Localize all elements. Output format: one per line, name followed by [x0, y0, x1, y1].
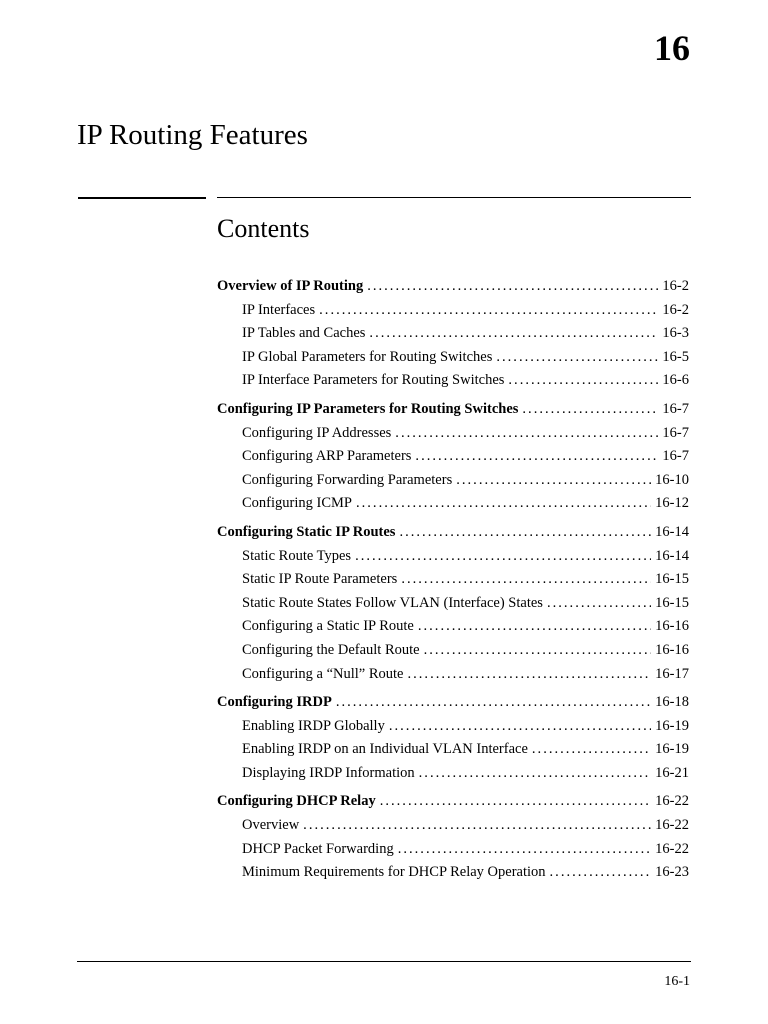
contents-heading: Contents	[217, 214, 310, 243]
dot-leader	[401, 568, 651, 592]
dot-leader	[369, 322, 658, 346]
footer-rule	[77, 961, 691, 962]
toc-entry-page: 16-15	[655, 594, 689, 611]
toc-section-irdp	[217, 691, 689, 785]
dot-leader	[496, 346, 658, 370]
toc-entry-page: 16-15	[655, 571, 689, 588]
table-of-contents	[217, 275, 689, 890]
dot-leader	[415, 445, 658, 469]
toc-entry-title: Configuring ICMP	[242, 495, 352, 512]
page-number: 16-1	[664, 974, 690, 989]
chapter-title: IP Routing Features	[77, 119, 308, 151]
toc-entry-title: Configuring the Default Route	[242, 641, 420, 658]
toc-entry-page: 16-23	[655, 864, 689, 881]
toc-entry-dhcp-minimum-requirements[interactable]	[217, 861, 689, 885]
toc-entry-configuring-null-route[interactable]	[217, 663, 689, 687]
toc-entry-title: Minimum Requirements for DHCP Relay Operation	[242, 864, 546, 881]
header-rule-right	[217, 197, 691, 198]
toc-entry-page: 16-12	[655, 495, 689, 512]
toc-entry-page: 16-19	[655, 717, 689, 734]
toc-entry-configuring-static-ip-route[interactable]	[217, 615, 689, 639]
toc-entry-page: 16-5	[662, 348, 689, 365]
toc-entry-page: 16-2	[662, 301, 689, 318]
toc-entry-title: Overview of IP Routing	[217, 278, 364, 294]
toc-entry-static-route-types[interactable]	[217, 545, 689, 569]
toc-entry-page: 16-22	[655, 840, 689, 857]
toc-entry-configuring-icmp[interactable]	[217, 492, 689, 516]
toc-entry-page: 16-18	[655, 694, 689, 711]
toc-entry-ip-interfaces[interactable]	[217, 299, 689, 323]
dot-leader	[356, 492, 651, 516]
toc-entry-title: Configuring DHCP Relay	[217, 793, 376, 810]
toc-entry-title: Configuring a Static IP Route	[242, 618, 414, 635]
toc-entry-title: IP Interfaces	[242, 301, 316, 318]
toc-entry-enabling-irdp-globally[interactable]	[217, 715, 689, 739]
dot-leader	[303, 814, 651, 838]
toc-entry-title: Configuring IP Addresses	[242, 424, 392, 441]
toc-entry-dhcp-packet-forwarding[interactable]	[217, 838, 689, 862]
dot-leader	[399, 521, 651, 545]
chapter-number: 16	[654, 28, 690, 68]
toc-entry-page: 16-7	[662, 448, 689, 465]
toc-entry-page: 16-22	[655, 793, 689, 810]
dot-leader	[319, 299, 658, 323]
toc-entry-page: 16-2	[662, 278, 689, 294]
toc-entry-ip-tables-and-caches[interactable]	[217, 322, 689, 346]
toc-entry-page: 16-14	[655, 547, 689, 564]
toc-entry-page: 16-17	[655, 665, 689, 682]
toc-entry-page: 16-7	[662, 424, 689, 441]
dot-leader	[418, 615, 651, 639]
toc-entry-title: Configuring Static IP Routes	[217, 523, 396, 540]
toc-entry-overview-of-ip-routing[interactable]	[217, 275, 689, 299]
toc-entry-static-route-states[interactable]	[217, 592, 689, 616]
toc-entry-title: Overview	[242, 817, 300, 834]
toc-entry-configuring-default-route[interactable]	[217, 639, 689, 663]
toc-entry-title: Displaying IRDP Information	[242, 764, 415, 781]
toc-entry-title: Configuring IRDP	[217, 694, 332, 711]
toc-entry-title: IP Global Parameters for Routing Switches	[242, 348, 493, 365]
dot-leader	[424, 639, 652, 663]
toc-section-overview	[217, 275, 689, 393]
toc-entry-title: Static Route States Follow VLAN (Interface) States	[242, 594, 543, 611]
toc-entry-page: 16-10	[655, 471, 689, 488]
toc-entry-title: Enabling IRDP on an Individual VLAN Interface	[242, 741, 528, 758]
toc-entry-displaying-irdp-information[interactable]	[217, 762, 689, 786]
toc-entry-title: DHCP Packet Forwarding	[242, 840, 394, 857]
dot-leader	[367, 275, 658, 299]
toc-entry-title: IP Tables and Caches	[242, 325, 366, 342]
dot-leader	[522, 398, 658, 422]
toc-entry-title: Static IP Route Parameters	[242, 571, 398, 588]
dot-leader	[407, 663, 651, 687]
toc-entry-configuring-ip-parameters[interactable]	[217, 398, 689, 422]
dot-leader	[547, 592, 651, 616]
dot-leader	[419, 762, 652, 786]
toc-entry-ip-global-parameters[interactable]	[217, 346, 689, 370]
toc-entry-static-ip-route-parameters[interactable]	[217, 568, 689, 592]
toc-entry-configuring-forwarding-parameters[interactable]	[217, 469, 689, 493]
toc-entry-page: 16-19	[655, 741, 689, 758]
toc-section-configuring-ip-parameters	[217, 398, 689, 516]
toc-entry-title: Configuring ARP Parameters	[242, 448, 412, 465]
dot-leader	[336, 691, 651, 715]
header-rule-left	[78, 197, 206, 199]
toc-entry-page: 16-16	[655, 618, 689, 635]
toc-entry-configuring-dhcp-relay[interactable]	[217, 790, 689, 814]
toc-entry-title: Static Route Types	[242, 547, 352, 564]
toc-entry-page: 16-7	[662, 400, 689, 417]
toc-entry-page: 16-6	[662, 372, 689, 389]
dot-leader	[380, 790, 651, 814]
toc-entry-configuring-ip-addresses[interactable]	[217, 422, 689, 446]
dot-leader	[389, 715, 651, 739]
toc-entry-title: Configuring IP Parameters for Routing Switches	[217, 400, 519, 417]
toc-entry-ip-interface-parameters[interactable]	[217, 369, 689, 393]
dot-leader	[508, 369, 658, 393]
toc-entry-page: 16-21	[655, 764, 689, 781]
dot-leader	[532, 738, 651, 762]
toc-entry-dhcp-overview[interactable]	[217, 814, 689, 838]
toc-entry-configuring-arp-parameters[interactable]	[217, 445, 689, 469]
toc-entry-title: Configuring a “Null” Route	[242, 665, 404, 682]
toc-entry-title: Configuring Forwarding Parameters	[242, 471, 453, 488]
toc-section-dhcp-relay	[217, 790, 689, 884]
toc-entry-title: Enabling IRDP Globally	[242, 717, 385, 734]
dot-leader	[550, 861, 652, 885]
toc-entry-page: 16-3	[662, 325, 689, 342]
toc-entry-configuring-irdp[interactable]	[217, 691, 689, 715]
dot-leader	[395, 422, 658, 446]
dot-leader	[456, 469, 651, 493]
toc-entry-page: 16-22	[655, 817, 689, 834]
toc-section-static-ip-routes	[217, 521, 689, 686]
toc-entry-title: IP Interface Parameters for Routing Switches	[242, 372, 505, 389]
dot-leader	[398, 838, 651, 862]
toc-entry-page: 16-16	[655, 641, 689, 658]
toc-entry-page: 16-14	[655, 523, 689, 540]
toc-entry-enabling-irdp-vlan[interactable]	[217, 738, 689, 762]
toc-entry-configuring-static-ip-routes[interactable]	[217, 521, 689, 545]
dot-leader	[355, 545, 651, 569]
